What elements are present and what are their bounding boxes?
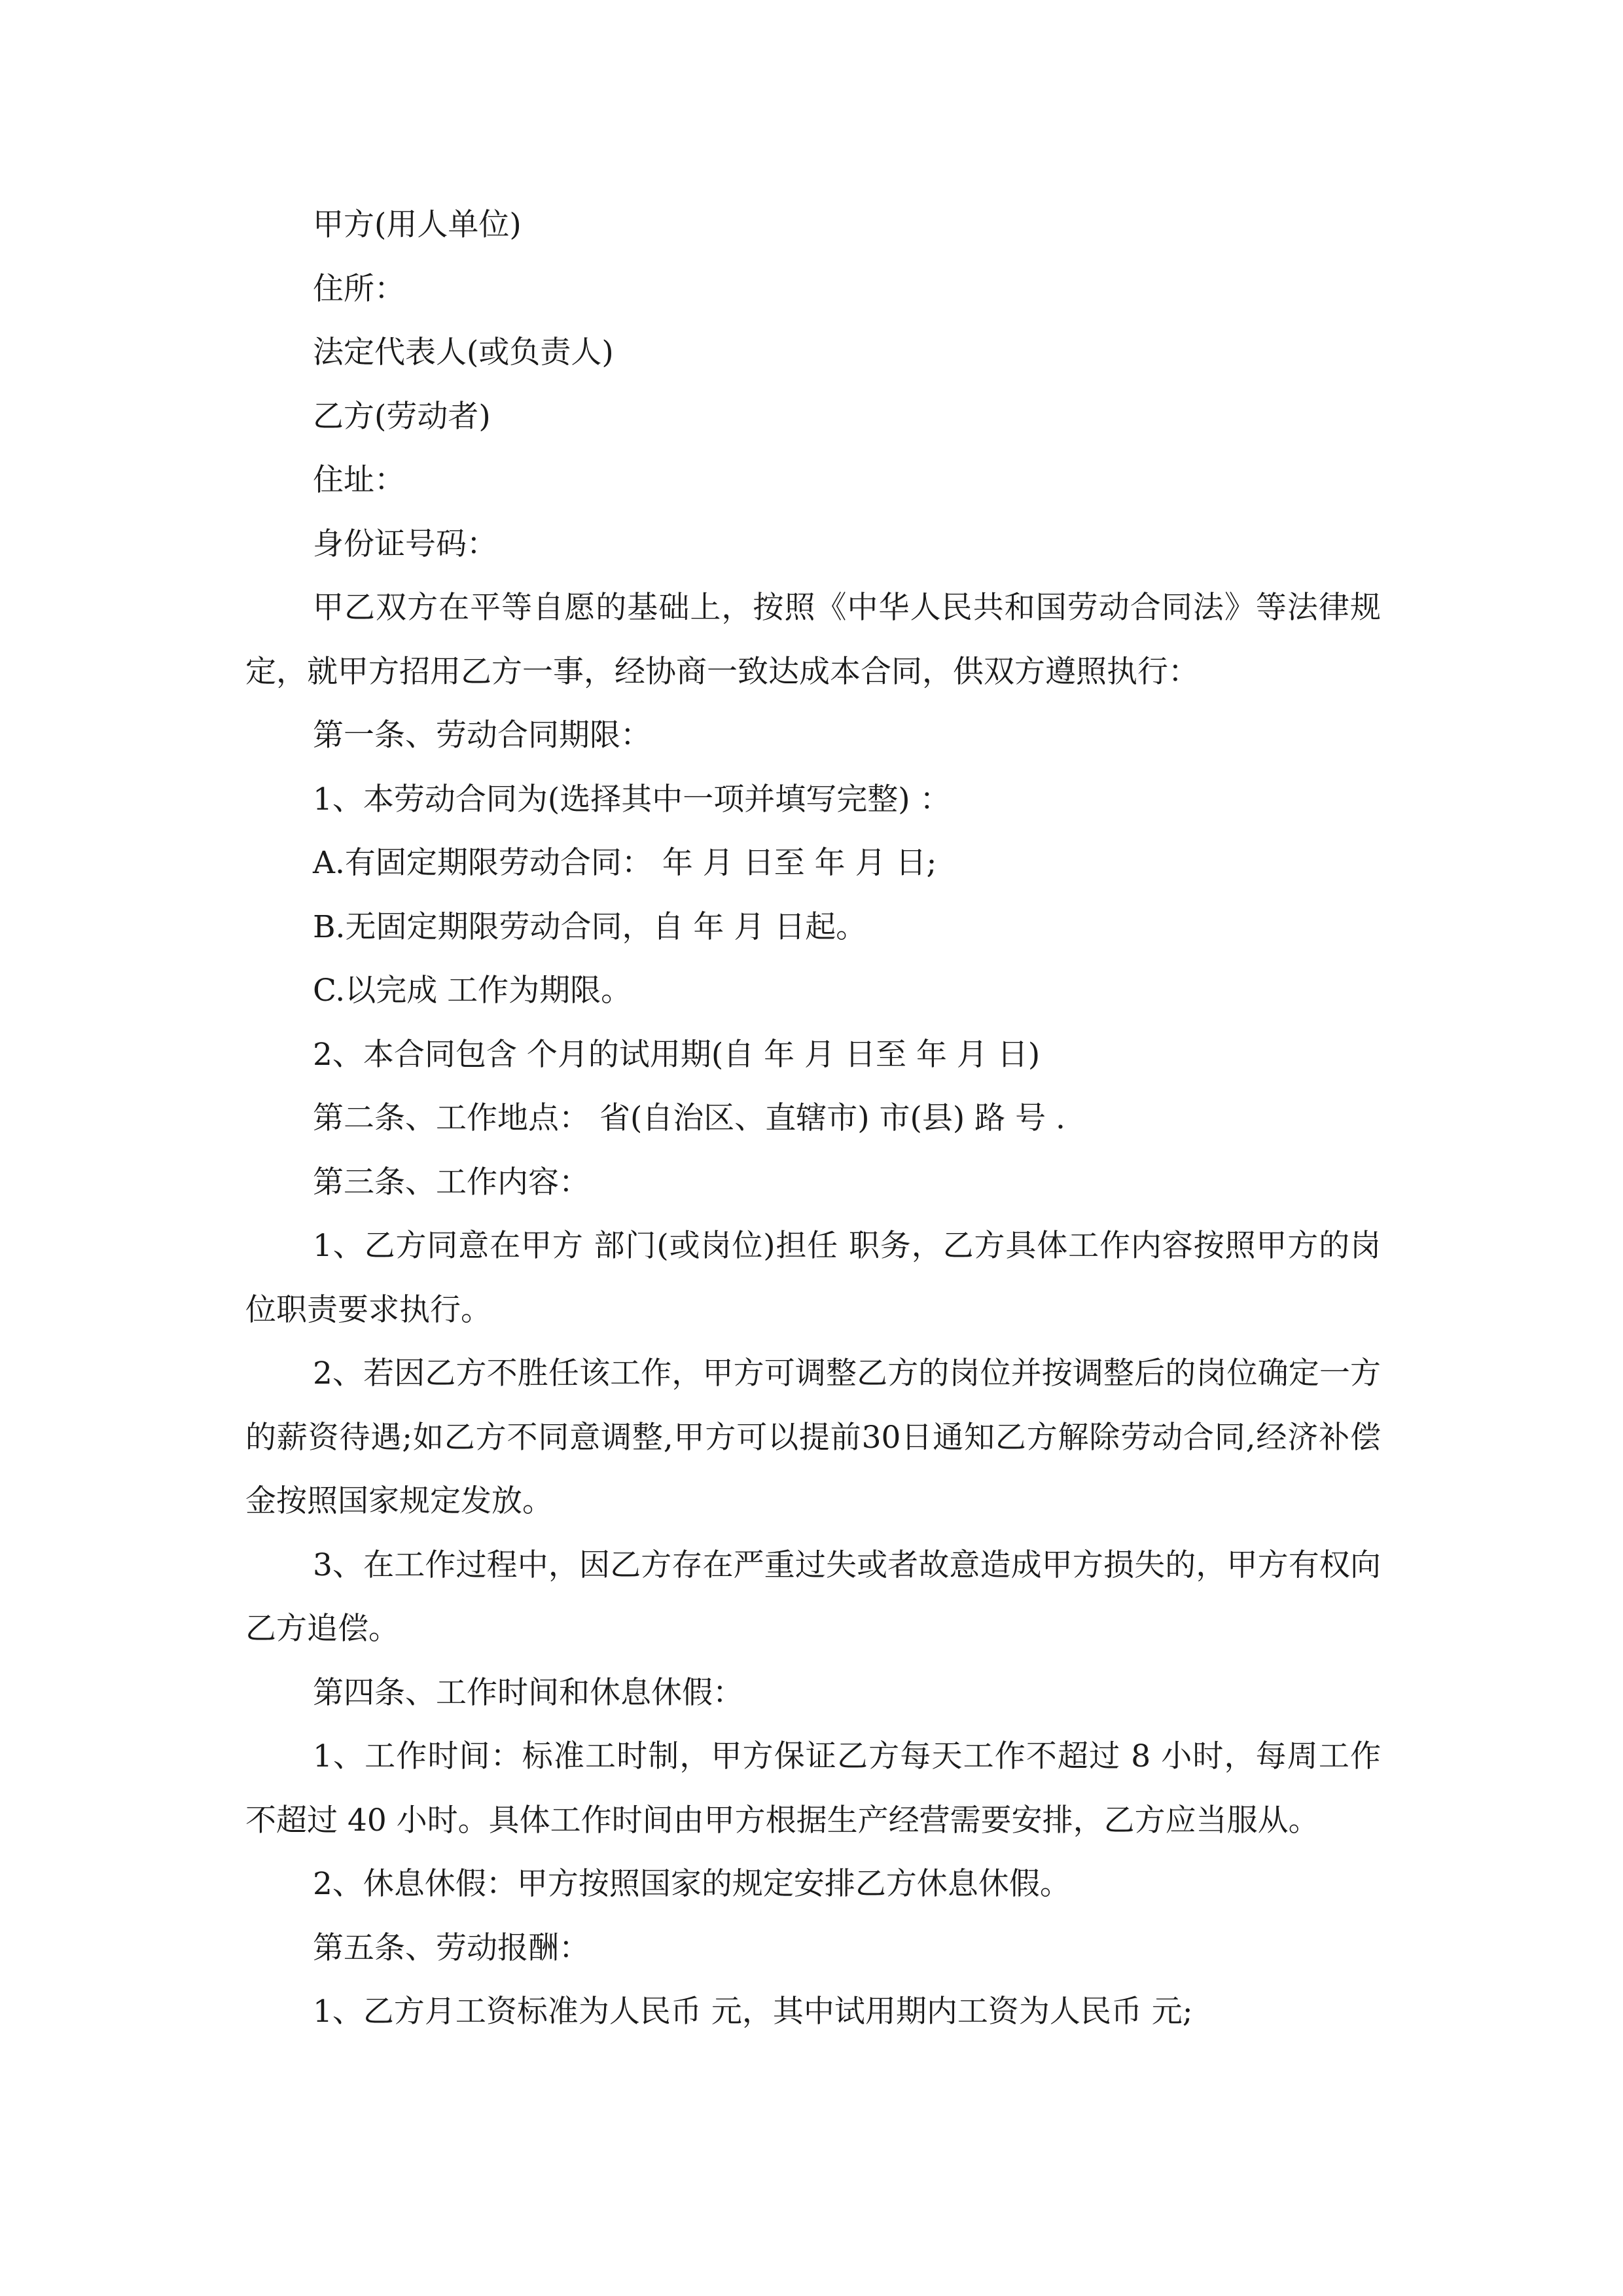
party-a-label: 甲方(用人单位) [313,207,522,243]
article-4-clause-2: 2、休息休假：甲方按照国家的规定安排乙方休息休假。 [313,1866,1071,1902]
article-1-option-a: A.有固定期限劳动合同： 年 月 日至 年 月 日; [313,845,937,881]
party-b-label: 乙方(劳动者) [313,398,491,435]
party-b-address-label: 住址： [313,462,405,498]
article-1-clause-1: 1、本劳动合同为(选择其中一项并填写完整) ： [313,781,951,817]
article-1-option-c: C.以完成 工作为期限。 [313,973,632,1009]
article-3-clause-3: 3、在工作过程中，因乙方存在严重过失或者故意造成甲方损失的，甲方有权向乙方追偿。 [245,1547,1381,1647]
article-4-clause-1: 1、工作时间：标准工时制，甲方保证乙方每天工作不超过 8 小时，每周工作不超过 40 小时。具体工作时间由甲方根据生产经营需要安排，乙方应当服从。 [245,1738,1381,1839]
article-3-clause-2: 2、若因乙方不胜任该工作，甲方可调整乙方的岗位并按调整后的岗位确定一方的薪资待遇;如乙方不同意调整,甲方可以提前30日通知乙方解除劳动合同,经济补偿金按照国家规定发放。 [245,1355,1381,1519]
contract-body [245,193,1381,2044]
article-1-option-b: B.无固定期限劳动合同，自 年 月 日起。 [313,908,867,945]
id-number-label: 身份证号码： [313,526,497,562]
article-2-heading: 第二条、工作地点： 省(自治区、直辖市) 市(县) 路 号 . [313,1100,1065,1136]
party-a-address-label: 住所： [313,270,405,307]
article-5-clause-1: 1、乙方月工资标准为人民币 元，其中试用期内工资为人民币 元; [313,1994,1193,2030]
article-3-heading: 第三条、工作内容： [313,1164,590,1200]
article-1-heading: 第一条、劳动合同期限： [313,717,651,753]
article-4-heading: 第四条、工作时间和休息休假： [313,1674,743,1711]
preamble-paragraph: 甲乙双方在平等自愿的基础上，按照《中华人民共和国劳动合同法》等法律规定，就甲方招用乙方一事，经协商一致达成本合同，供双方遵照执行： [245,590,1381,690]
article-1-clause-2: 2、本合同包含 个月的试用期(自 年 月 日至 年 月 日) [313,1036,1041,1073]
legal-representative-label: 法定代表人(或负责人) [313,334,614,370]
article-3-clause-1: 1、乙方同意在甲方 部门(或岗位)担任 职务，乙方具体工作内容按照甲方的岗位职责要求执行。 [245,1228,1381,1328]
article-5-heading: 第五条、劳动报酬： [313,1929,590,1966]
